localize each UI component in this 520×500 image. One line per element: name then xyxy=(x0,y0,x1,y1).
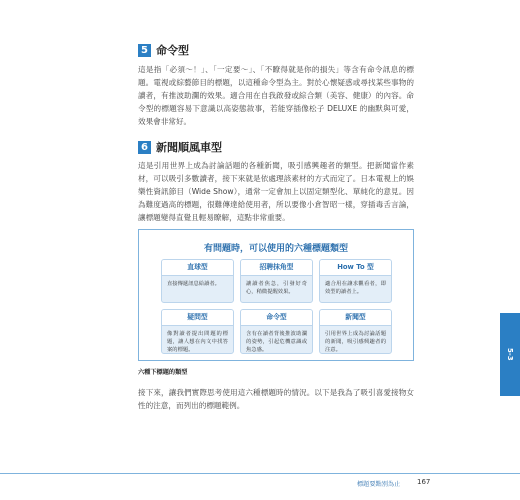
footer-running-title: 標題要點別為止 xyxy=(357,481,401,488)
card-body: 含有在讀者背後推波助瀾的姿勢，引起危機意識或焦急感。 xyxy=(246,331,307,353)
card-body: 讓讀者焦急，引發好奇心，稍微提醒效果。 xyxy=(246,281,307,295)
section-6-paragraph: 這是引用世界上成為討論話題的各種新聞，吸引感興趣者的類型。把新聞當作素材，可以吸引多數讀者，接下來就是依處理該素材的方式而定了。日本電視上的娛樂性資訊節目（Wide Show），通常一定會加上以固定類型化、單純化的意見。因為難度過高的標題，很難傳達給使用者，所以要像小倉智昭一樣，穿插毒舌言論，讓標題變得直覺且輕易瞭解，這點非常重要。 xyxy=(138,161,414,222)
type-card-command xyxy=(240,309,313,354)
chapter-tab-label: 5-3 xyxy=(506,348,514,361)
chapter-side-tab xyxy=(500,313,520,396)
card-title: 命令型 xyxy=(241,310,312,326)
diagram-caption: 六種下標題的類型 xyxy=(138,369,188,376)
type-card-question xyxy=(161,309,234,354)
page-number: 167 xyxy=(417,478,431,486)
card-title: 疑問型 xyxy=(162,310,233,326)
card-title: 直球型 xyxy=(162,260,233,276)
card-body: 引用世界上成為討論話題的新聞，吸引感興趣者的注意。 xyxy=(325,331,386,353)
section-title: 命令型 xyxy=(156,44,189,57)
type-card-direct xyxy=(161,259,234,303)
type-card-roundabout xyxy=(240,259,313,303)
section-6-heading xyxy=(138,139,222,155)
card-body: 適合用在讓求觀看者，即效型的讀者上。 xyxy=(325,281,386,295)
card-title: How To 型 xyxy=(320,260,391,276)
type-card-howto xyxy=(319,259,392,303)
section-number-badge: 6 xyxy=(138,141,151,154)
section-5-paragraph: 這是指「必須～！」、「一定要～」、「不瞭得就是你的損失」等含有命令訊息的標題。電視或綜藝節目的標題，以這種命令型為主。對於心懷疑惑或尋找某些事物的讀者，有推波助瀾的效果。適合用在自我啟發或綜合類（美容、健康）的內容。命令型的標題容易下意識以高姿態敘事，若能穿插像松子 DELUXE 的幽默與可愛，效果會非常好。 xyxy=(138,65,414,126)
closing-paragraph: 接下來，讓我們實際思考使用這六種標題時的情況。以下是我為了吸引喜愛接物女性的注意，而列出的標題範例。 xyxy=(138,388,414,410)
card-title: 招聘抹角型 xyxy=(241,260,312,276)
card-title: 新聞型 xyxy=(320,310,391,326)
card-body: 直接傳遞訊息給讀者。 xyxy=(167,281,220,287)
footer-rule xyxy=(0,473,520,474)
section-number-badge: 5 xyxy=(138,44,151,57)
type-card-news xyxy=(319,309,392,354)
diagram-title: 有問題時，可以使用的六種標題類型 xyxy=(203,244,348,254)
title-types-diagram xyxy=(138,229,414,361)
section-5-heading xyxy=(138,42,189,58)
section-title: 新聞順風車型 xyxy=(156,141,222,154)
card-body: 像對讀者提出問題的標題，讓人想在內文中找答案的標題。 xyxy=(167,331,228,353)
